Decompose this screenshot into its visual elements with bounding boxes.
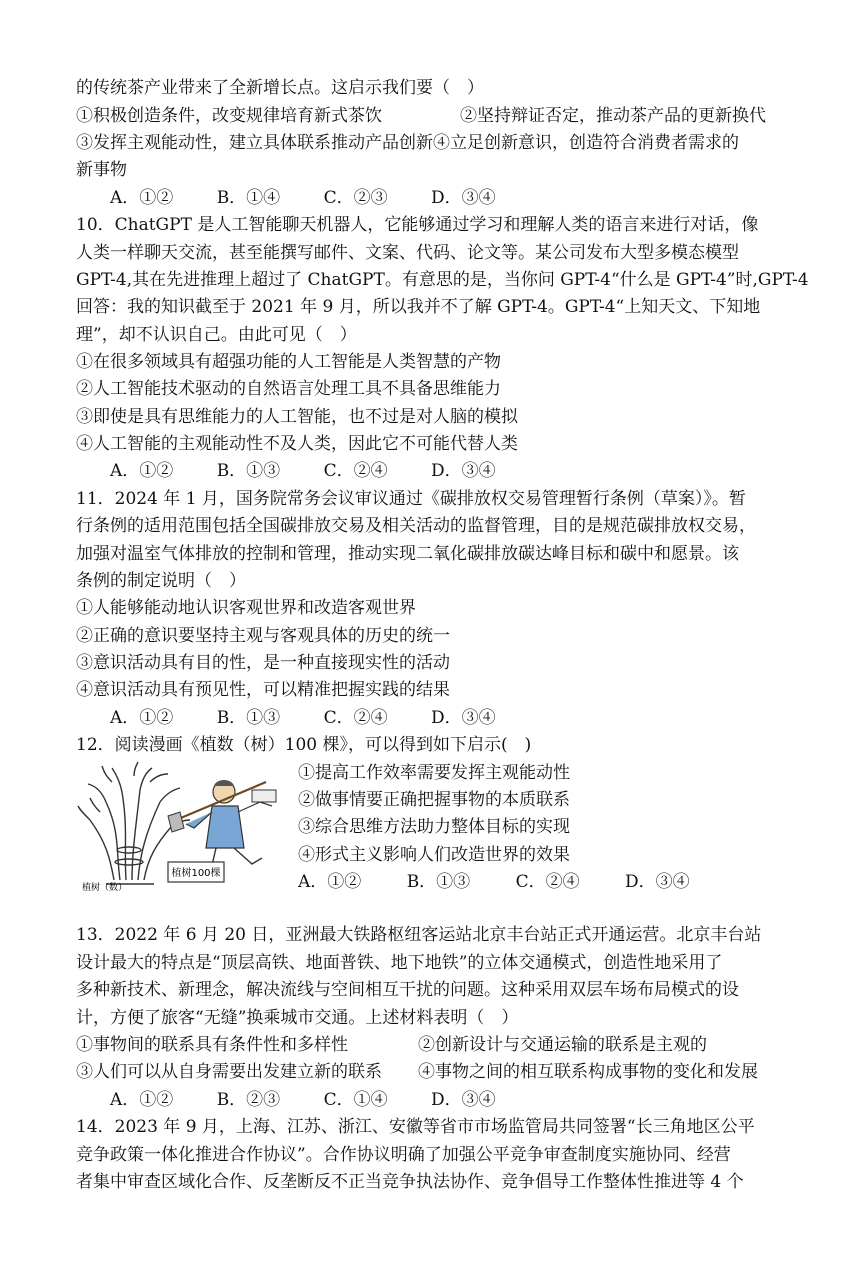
q13-line: 多种新技术、新理念，解决流线与空间相互干扰的问题。这种采用双层车场布局模式的设 <box>76 980 739 1000</box>
q13-stmt-3: ③人们可以从自身需要出发建立新的联系 <box>76 1062 382 1082</box>
q11-stmt: ④意识活动具有预见性，可以精准把握实践的结果 <box>76 680 450 700</box>
comic-sign-text: 植树100棵 <box>171 868 221 879</box>
q11-option-d[interactable]: D．③④ <box>431 708 496 728</box>
q11-line: 11．2024 年 1 月，国务院常务会议审议通过《碳排放权交易管理暂行条例（草案）》。暂 <box>76 489 746 509</box>
q9-option-c[interactable]: C．②③ <box>323 188 388 208</box>
q11-option-c[interactable]: C．②④ <box>323 708 388 728</box>
q10-option-c[interactable]: C．②④ <box>323 461 388 481</box>
q10-line: 10．ChatGPT 是人工智能聊天机器人，它能够通过学习和理解人类的语言来进行对话，像 <box>76 215 759 235</box>
q10-stmt: ①在很多领域具有超强功能的人工智能是人类智慧的产物 <box>76 352 501 372</box>
q11-line: 条例的制定说明（ ） <box>76 571 246 591</box>
q13-line: 设计最大的特点是“顶层高铁、地面普铁、地下地铁”的立体交通模式，创造性地采用了 <box>76 953 723 973</box>
q14-line: 者集中审查区域化合作、反垄断反不正当竞争执法协作、竞争倡导工作整体性推进等 4 个 <box>76 1172 744 1192</box>
q9-options <box>110 188 534 208</box>
q11-option-a[interactable]: A．①② <box>110 708 174 728</box>
q13-stmt-4: ④事物之间的相互联系构成事物的变化和发展 <box>418 1062 758 1082</box>
q10-options <box>110 461 534 481</box>
q12-option-c[interactable]: C．②④ <box>515 872 580 892</box>
q13-options <box>110 1090 534 1110</box>
q11-stmt: ②正确的意识要坚持主观与客观具体的历史的统一 <box>76 626 450 646</box>
q9-stmt-3b: 新事物 <box>76 160 127 180</box>
q13-option-c[interactable]: C．①④ <box>323 1090 388 1110</box>
q10-stmt: ④人工智能的主观能动性不及人类，因此它不可能代替人类 <box>76 434 518 454</box>
q9-option-d[interactable]: D．③④ <box>431 188 496 208</box>
q11-option-b[interactable]: B．①③ <box>216 708 281 728</box>
q12-option-a[interactable]: A．①② <box>298 872 362 892</box>
q13-option-b[interactable]: B．②③ <box>216 1090 281 1110</box>
q12-stmt: ②做事情要正确把握事物的本质联系 <box>298 790 570 810</box>
q13-stmt-2: ②创新设计与交通运输的联系是主观的 <box>418 1035 707 1055</box>
q11-line: 行条例的适用范围包括全国碳排放交易及相关活动的监督管理，目的是规范碳排放权交易， <box>76 516 756 536</box>
comic-illustration <box>76 762 288 894</box>
q12-option-d[interactable]: D．③④ <box>625 872 690 892</box>
q10-stmt: ②人工智能技术驱动的自然语言处理工具不具备思维能力 <box>76 379 501 399</box>
q14-line: 竞争政策一体化推进合作协议”。合作协议明确了加强公平竞争审查制度实施协同、经营 <box>76 1145 731 1165</box>
q13-option-d[interactable]: D．③④ <box>431 1090 496 1110</box>
q11-options <box>110 708 534 728</box>
q9-stmt-3: ③发挥主观能动性，建立具体联系推动产品创新④立足创新意识，创造符合消费者需求的 <box>76 133 739 153</box>
q13-stmt-1: ①事物间的联系具有条件性和多样性 <box>76 1035 348 1055</box>
q10-line: 回答：我的知识截至于 2021 年 9 月，所以我并不了解 GPT-4。GPT-4“上知天文、下知地 <box>76 297 761 317</box>
q11-line: 加强对温室气体排放的控制和管理，推动实现二氧化碳排放碳达峰目标和碳中和愿景。该 <box>76 544 739 564</box>
comic-caption: 植树（数） <box>82 883 128 893</box>
q12-options <box>298 872 730 892</box>
q12-option-b[interactable]: B．①③ <box>406 872 471 892</box>
q10-option-a[interactable]: A．①② <box>110 461 174 481</box>
q9-stem-tail: 的传统茶产业带来了全新增长点。这启示我们要（ ） <box>76 78 484 98</box>
q9-stmt-2: ②坚持辩证否定，推动茶产品的更新换代 <box>460 106 766 126</box>
q10-line: GPT-4,其在先进推理上超过了 ChatGPT。有意思的是，当你问 GPT-4“什么是 GPT-4”时,GPT-4 <box>76 270 809 290</box>
q12-stmt: ①提高工作效率需要发挥主观能动性 <box>298 763 570 783</box>
q12-stmt: ③综合思维方法助力整体目标的实现 <box>298 817 570 837</box>
q10-option-d[interactable]: D．③④ <box>431 461 496 481</box>
q9-stmt-1: ①积极创造条件，改变规律培育新式茶饮 <box>76 106 382 126</box>
q9-option-b[interactable]: B．①④ <box>216 188 281 208</box>
q12-stmt: ④形式主义影响人们改造世界的效果 <box>298 845 570 865</box>
q10-line: 人类一样聊天交流，甚至能撰写邮件、文案、代码、论文等。某公司发布大型多模态模型 <box>76 243 739 263</box>
q9-option-a[interactable]: A．①② <box>110 188 174 208</box>
q10-line: 理”，却不认识自己。由此可见（ ） <box>76 325 357 345</box>
q10-stmt: ③即使是具有思维能力的人工智能，也不过是对人脑的模拟 <box>76 407 518 427</box>
q14-line: 14．2023 年 9 月，上海、江苏、浙江、安徽等省市市场监管局共同签署“长三角地区公平 <box>76 1117 755 1137</box>
q10-option-b[interactable]: B．①③ <box>216 461 281 481</box>
q13-option-a[interactable]: A．①② <box>110 1090 174 1110</box>
q11-stmt: ③意识活动具有目的性，是一种直接现实性的活动 <box>76 653 450 673</box>
q13-line: 13．2022 年 6 月 20 日，亚洲最大铁路枢纽客运站北京丰台站正式开通运营。北京丰台站 <box>76 925 762 945</box>
q12-stem: 12．阅读漫画《植数（树）100 棵》，可以得到如下启示( ) <box>76 735 532 755</box>
q13-line: 计，方便了旅客“无缝”换乘城市交通。上述材料表明（ ） <box>76 1008 519 1028</box>
q11-stmt: ①人能够能动地认识客观世界和改造客观世界 <box>76 598 416 618</box>
